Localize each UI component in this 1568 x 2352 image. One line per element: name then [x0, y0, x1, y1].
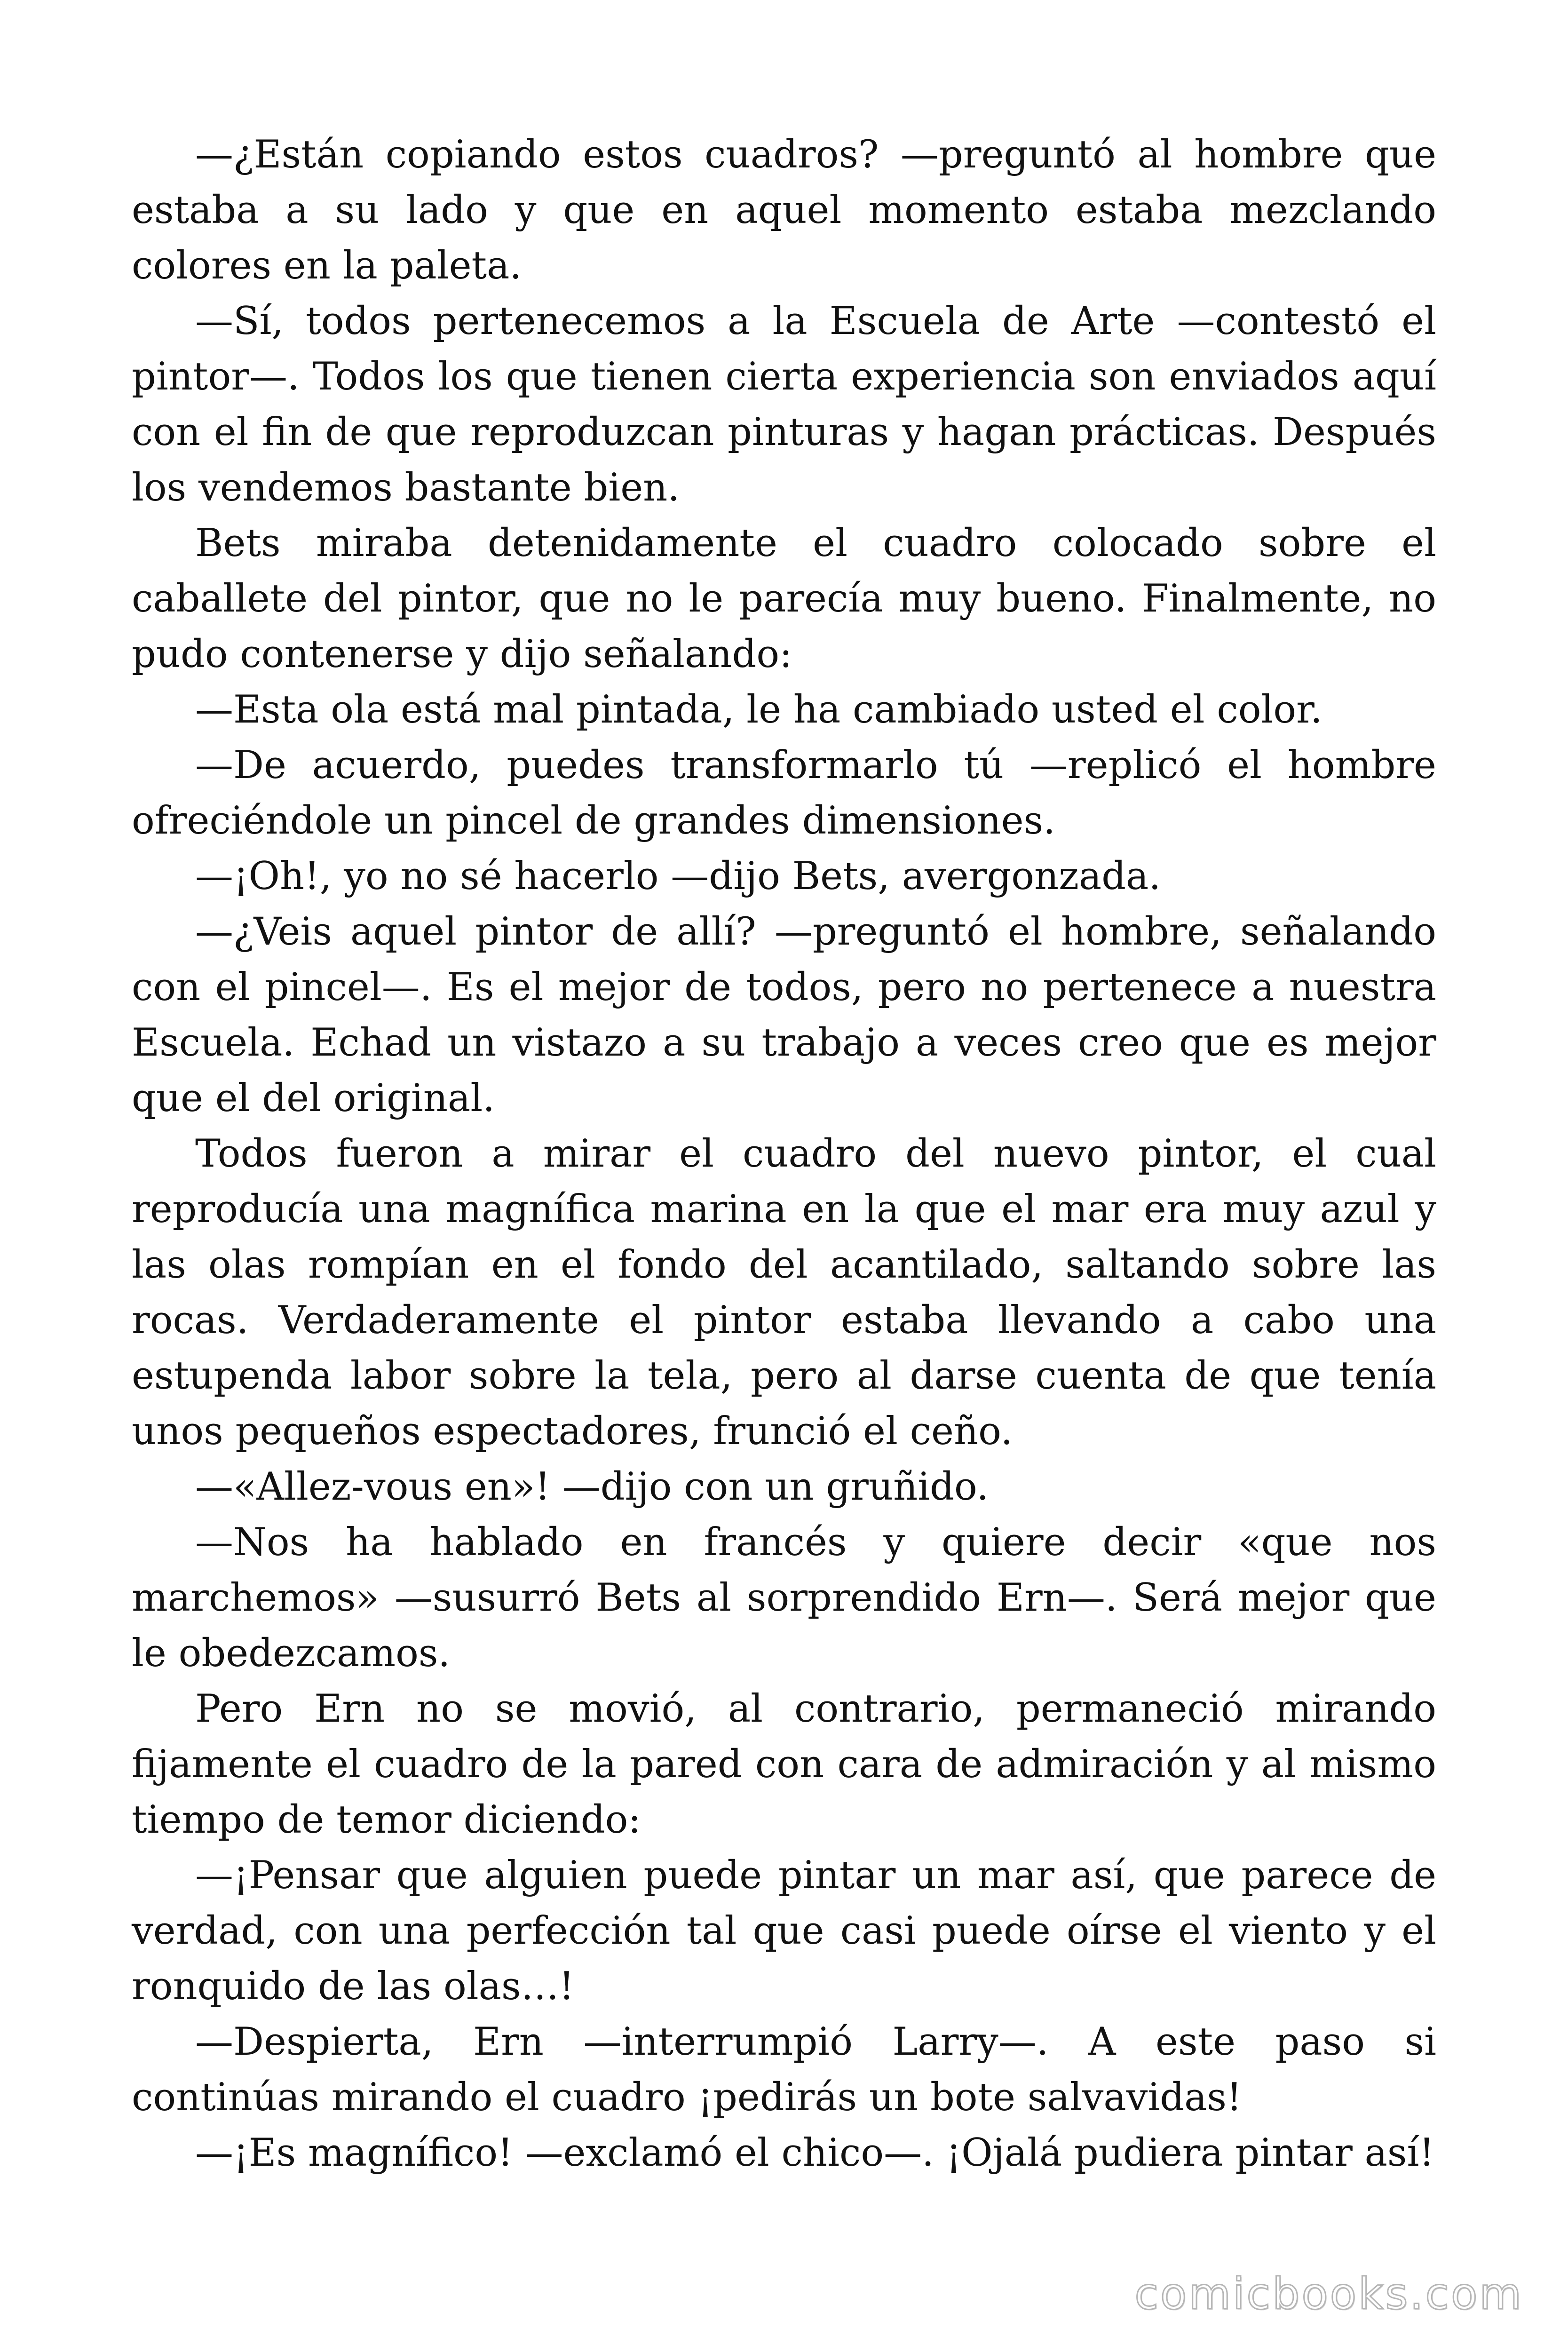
paragraph-1: —¿Están copiando estos cuadros? —preguntó al hombre que estaba a su lado y que en aquel momento estaba mezclando colores en la paleta. — [132, 133, 1436, 288]
paragraph-10: —Nos ha hablado en francés y quiere decir «que nos marchemos» —susurró Bets al sorprendido Ern—. Será mejor que le obedezcamos. — [132, 1520, 1436, 1676]
paragraph-2: —Sí, todos pertenecemos a la Escuela de Arte —contestó el pintor—. Todos los que tienen cierta experiencia son enviados aquí con el fin de que reproduzcan pinturas y hagan prácticas. Después los vendemos bastante bien. — [132, 299, 1436, 510]
paragraph-14: —¡Es magnífico! —exclamó el chico—. ¡Ojalá pudiera pintar así! — [195, 2131, 1434, 2175]
watermark: comicbooks.com — [1134, 2269, 1523, 2319]
paragraph-3: Bets miraba detenidamente el cuadro colocado sobre el caballete del pintor, que no le parecía muy bueno. Finalmente, no pudo contenerse y dijo señalando: — [132, 521, 1436, 676]
paragraph-9: —«Allez-vous en»! —dijo con un gruñido. — [195, 1465, 989, 1509]
paragraph-6: —¡Oh!, yo no sé hacerlo —dijo Bets, avergonzada. — [195, 854, 1161, 898]
paragraph-7: —¿Veis aquel pintor de allí? —preguntó el hombre, señalando con el pincel—. Es el mejor de todos, pero no pertenece a nuestra Escuela. Echad un vistazo a su trabajo a veces creo que es mejor que el del original. — [132, 910, 1436, 1120]
book-page-text — [132, 127, 1436, 2181]
paragraph-8: Todos fueron a mirar el cuadro del nuevo pintor, el cual reproducía una magnífica marina en la que el mar era muy azul y las olas rompían en el fondo del acantilado, saltando sobre las rocas. Verdaderamente el pintor estaba llevando a cabo una estupenda labor sobre la tela, pero al darse cuenta de que tenía unos pequeños espectadores, frunció el ceño. — [132, 1132, 1436, 1454]
paragraph-12: —¡Pensar que alguien puede pintar un mar así, que parece de verdad, con una perfección tal que casi puede oírse el viento y el ronquido de las olas…! — [132, 1853, 1436, 2009]
paragraph-5: —De acuerdo, puedes transformarlo tú —replicó el hombre ofreciéndole un pincel de grandes dimensiones. — [132, 743, 1436, 843]
paragraph-13: —Despierta, Ern —interrumpió Larry—. A este paso si continúas mirando el cuadro ¡pedirás un bote salvavidas! — [132, 2020, 1436, 2120]
paragraph-11: Pero Ern no se movió, al contrario, permaneció mirando fijamente el cuadro de la pared con cara de admiración y al mismo tiempo de temor diciendo: — [132, 1687, 1436, 1842]
paragraph-4: —Esta ola está mal pintada, le ha cambiado usted el color. — [195, 688, 1323, 732]
